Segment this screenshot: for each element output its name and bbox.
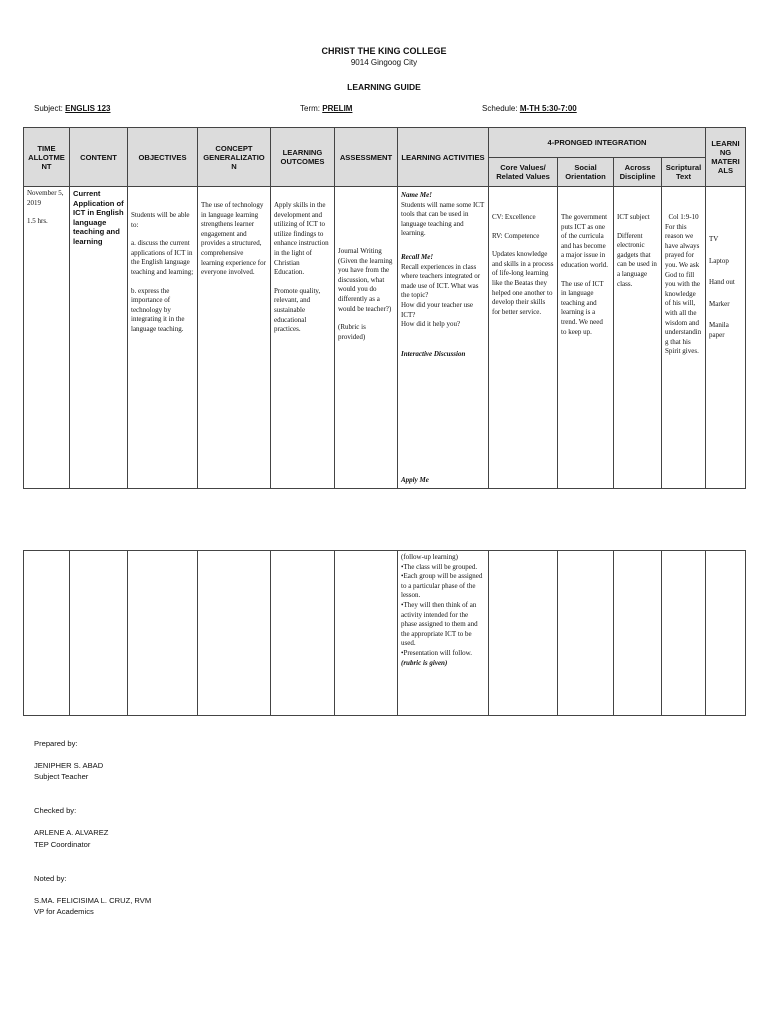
activity-interactive-discussion-title: Interactive Discussion <box>401 349 466 358</box>
checked-by-name: ARLENE A. ALVAREZ <box>34 828 109 837</box>
header-time-allotment: TIME ALLOTMENT <box>24 128 70 187</box>
cell-learning-materials <box>706 187 746 489</box>
activity-name-me-text: Students will name some ICT tools that can be used in language teaching and learning. <box>401 200 485 238</box>
term-field <box>300 104 352 113</box>
school-address: 9014 Gingoog City <box>350 58 418 67</box>
schedule-field <box>482 104 577 113</box>
material-item: Laptop <box>709 256 729 265</box>
objective-a: a. discuss the current applications of ICT in the English language teaching and learning; <box>131 239 194 276</box>
cell-objectives <box>128 187 198 489</box>
header-learning-outcomes: LEARNING OUTCOMES <box>271 128 335 187</box>
across-discipline-2: Different electronic gadgets that can be used in a language class. <box>617 231 657 288</box>
prepared-by-title: Subject Teacher <box>34 772 89 781</box>
header-concept-generalization: CONCEPT GENERALIZATION <box>198 128 271 187</box>
lesson-date: November 5, 2019 <box>27 189 64 207</box>
cont-cell-learning-materials <box>706 551 746 716</box>
apply-me-rubric-note: (rubric is given) <box>401 658 448 667</box>
activity-name-me-title: Name Me! <box>401 191 432 199</box>
cell-time-allotment <box>24 187 70 489</box>
social-orientation-2: The use of ICT in language teaching and learning is a trend. We need to keep up. <box>561 279 604 336</box>
cell-concept <box>198 187 271 489</box>
across-discipline-1: ICT subject <box>617 213 650 221</box>
lesson-duration: 1.5 hrs. <box>27 217 48 226</box>
apply-me-step-4: •Presentation will follow. <box>401 648 473 657</box>
apply-me-step-2: •Each group will be assigned to a particular phase of the lesson. <box>401 572 483 600</box>
cont-cell-content <box>70 551 128 716</box>
noted-by-label: Noted by: <box>34 874 67 883</box>
cell-social-orientation <box>558 187 614 489</box>
prepared-by-name: JENIPHER S. ABAD <box>34 761 104 770</box>
header-learning-activities: LEARNING ACTIVITIES <box>398 128 489 187</box>
objectives-intro: Students will be able to: <box>131 211 190 229</box>
scripture-text: For this reason we have always prayed for you. We ask God to fill you with the knowledge of his will, with all the wisdom and understanding that his Spirit gives. <box>665 222 702 356</box>
material-item: Manila paper <box>709 321 729 339</box>
cont-cell-time <box>24 551 70 716</box>
assessment-journal: Journal Writing (Given the learning you have from the discussion, what would you do differently as a would be teacher?) <box>338 247 393 313</box>
noted-by-title: VP for Academics <box>34 907 94 916</box>
prepared-by-label: Prepared by: <box>34 739 78 748</box>
objective-b: b. express the importance of technology by integrating it in the language teaching. <box>131 286 185 333</box>
subject-label: Subject: <box>34 104 63 113</box>
schedule-value: M-TH 5:30-7:00 <box>519 104 577 113</box>
core-value-cv: CV: Excellence <box>492 213 536 221</box>
document-title: LEARNING GUIDE <box>347 82 421 92</box>
header-across-discipline: Across Discipline <box>614 158 662 187</box>
checked-by-title: TEP Coordinator <box>34 840 91 849</box>
cont-cell-activities <box>398 551 489 716</box>
header-assessment: ASSESSMENT <box>335 128 398 187</box>
cont-cell-core-values <box>489 551 558 716</box>
cell-content <box>70 187 128 489</box>
social-orientation-1: The government puts ICT as one of the curricula and has become a major issue in education world. <box>561 213 609 269</box>
cont-cell-scriptural-text <box>662 551 706 716</box>
subject-value: ENGLIS 123 <box>65 104 111 113</box>
core-value-description: Updates knowledge and skills in a process of life-long learning like the Beatas they helped one another to develop their skills for better service. <box>492 250 554 316</box>
apply-me-step-3: •They will then think of an activity intended for the phase assigned to them and the appropriate ICT to be used. <box>401 600 478 648</box>
noted-by-name: S.MA. FELICISIMA L. CRUZ, RVM <box>34 896 152 905</box>
content-text: Current Application of ICT in English language teaching and learning <box>73 189 124 246</box>
header-social-orientation: Social Orientation <box>558 158 614 187</box>
term-label: Term: <box>300 104 320 113</box>
header-core-values: Core Values/ Related Values <box>489 158 558 187</box>
scripture-reference: Col 1:9-10 <box>668 213 699 221</box>
learning-guide-table <box>23 127 746 489</box>
activity-recall-me-title: Recall Me! <box>401 252 434 261</box>
cell-core-values <box>489 187 558 489</box>
activity-recall-me-question-1: How did your teacher use ICT? <box>401 300 473 319</box>
cont-cell-social-orientation <box>558 551 614 716</box>
outcome-2: Promote quality, relevant, and sustainable educational practices. <box>274 286 321 334</box>
material-item: Hand out <box>709 278 735 287</box>
header-learning-materials: LEARNING MATERIALS <box>706 128 746 187</box>
term-value: PRELIM <box>322 104 353 113</box>
header-4-pronged-integration: 4-PRONGED INTEGRATION <box>489 128 706 158</box>
header-scriptural-text: Scriptural Text <box>662 158 706 187</box>
cell-outcomes <box>271 187 335 489</box>
checked-by-label: Checked by: <box>34 806 77 815</box>
activity-recall-me-text: Recall experiences in class where teachers integrated or made use of ICT. What was the topic? <box>401 262 481 300</box>
header-content: CONTENT <box>70 128 128 187</box>
cell-across-discipline <box>614 187 662 489</box>
cell-scriptural-text <box>662 187 706 489</box>
apply-me-step-1: •The class will be grouped. <box>401 562 478 571</box>
cont-cell-concept <box>198 551 271 716</box>
schedule-label: Schedule: <box>482 104 518 113</box>
cont-cell-objectives <box>128 551 198 716</box>
material-item: TV <box>709 235 719 243</box>
school-name: CHRIST THE KING COLLEGE <box>321 46 447 56</box>
assessment-rubric: (Rubric is provided) <box>338 323 366 341</box>
activity-apply-me-title: Apply Me <box>401 476 429 485</box>
header-objectives: OBJECTIVES <box>128 128 198 187</box>
cont-cell-assessment <box>335 551 398 716</box>
cell-activities <box>398 187 489 489</box>
cont-cell-outcomes <box>271 551 335 716</box>
activity-recall-me-question-2: How did it help you? <box>401 320 461 329</box>
subject-field <box>34 104 111 113</box>
core-value-rv: RV: Competence <box>492 231 540 240</box>
concept-text: The use of technology in language learning strengthens learner engagement and provides a structured, comprehensive learning experience for everyone involved. <box>201 201 266 277</box>
apply-me-followup: (follow-up learning) <box>401 553 458 561</box>
material-item: Marker <box>709 299 730 308</box>
outcome-1: Apply skills in the development and utilizing of ICT to utilize findings to enhance instruction in the light of Christian Education. <box>274 201 329 277</box>
cont-cell-across-discipline <box>614 551 662 716</box>
continuation-table <box>23 550 746 716</box>
cell-assessment <box>335 187 398 489</box>
